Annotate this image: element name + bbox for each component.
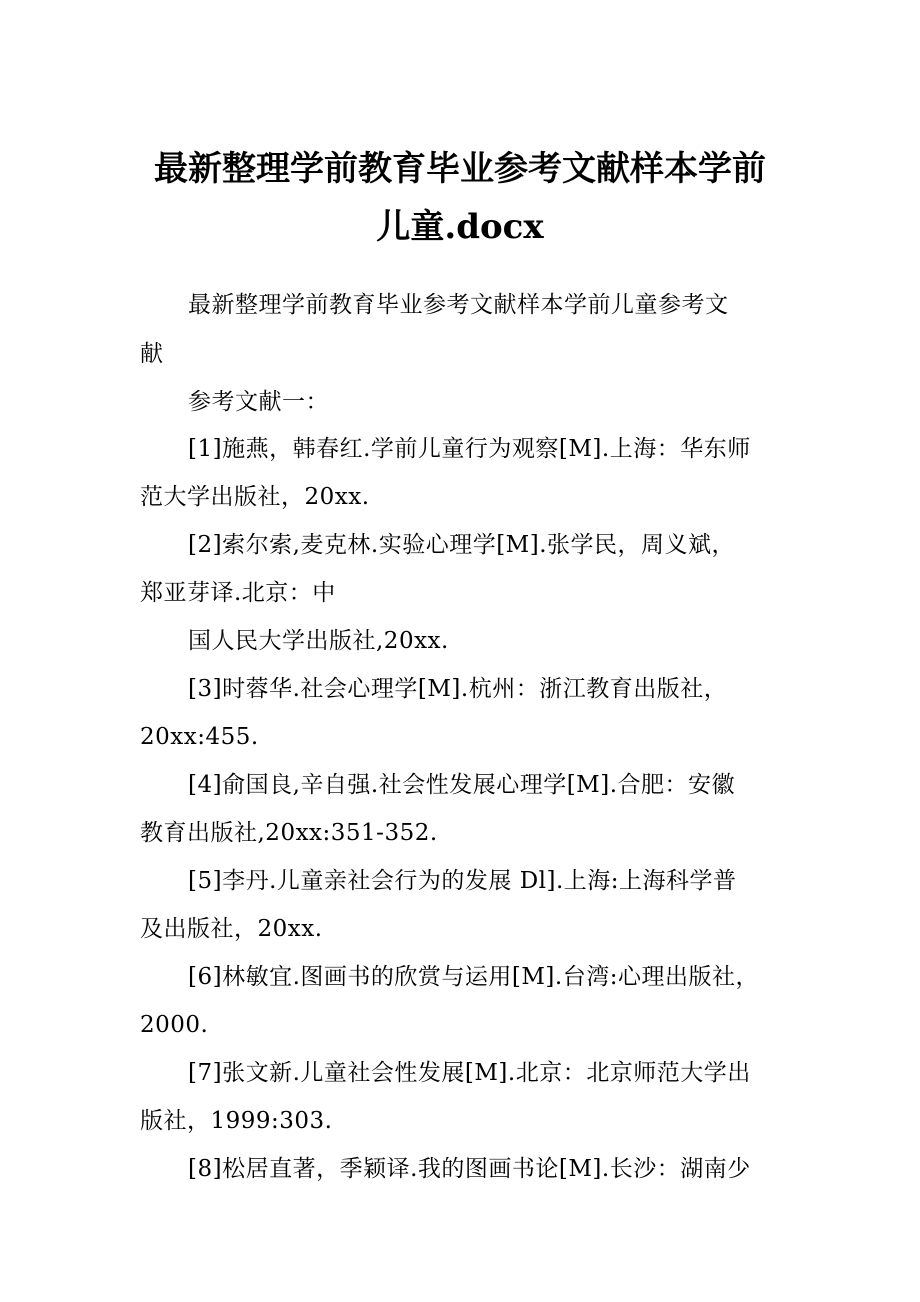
reference-2-line-2: 郑亚芽译.北京：中 — [140, 580, 336, 606]
reference-7-line-2: 版社，1999:303. — [140, 1108, 333, 1134]
reference-5-line-1: [5]李丹.儿童亲社会行为的发展 Dl].上海:上海科学普 — [188, 868, 737, 894]
reference-3-line-2: 20xx:455. — [140, 724, 259, 750]
reference-1-line-2: 范大学出版社，20xx. — [140, 484, 370, 510]
document-title — [110, 140, 810, 256]
reference-6-line-2: 2000. — [140, 1012, 209, 1038]
reference-4-line-1: [4]俞国良,辛自强.社会性发展心理学[M].合肥：安徽 — [188, 772, 736, 798]
reference-2-line-3: 国人民大学出版社,20xx. — [188, 628, 449, 654]
intro-paragraph-line-2: 献 — [140, 341, 164, 367]
reference-4-line-2: 教育出版社,20xx:351-352. — [140, 820, 438, 846]
intro-paragraph-line-1: 最新整理学前教育毕业参考文献样本学前儿童参考文 — [188, 292, 729, 318]
reference-1-line-1: [1]施燕，韩春红.学前儿童行为观察[M].上海：华东师 — [188, 436, 751, 462]
reference-7-line-1: [7]张文新.儿童社会性发展[M].北京：北京师范大学出 — [188, 1060, 751, 1086]
reference-5-line-2: 及出版社，20xx. — [140, 916, 323, 942]
reference-2-line-1: [2]索尔索,麦克林.实验心理学[M].张学民，周义斌， — [188, 532, 736, 558]
title-line-1: 最新整理学前教育毕业参考文献样本学前 — [154, 149, 766, 189]
reference-6-line-1: [6]林敏宜.图画书的欣赏与运用[M].台湾:心理出版社， — [188, 964, 759, 990]
title-line-2: 儿童.docx — [376, 207, 544, 247]
reference-8-line-1: [8]松居直著，季颖译.我的图画书论[M].长沙：湖南少 — [188, 1156, 751, 1182]
section-heading: 参考文献一： — [188, 389, 329, 415]
reference-3-line-1: [3]时蓉华.社会心理学[M].杭州：浙江教育出版社， — [188, 676, 728, 702]
